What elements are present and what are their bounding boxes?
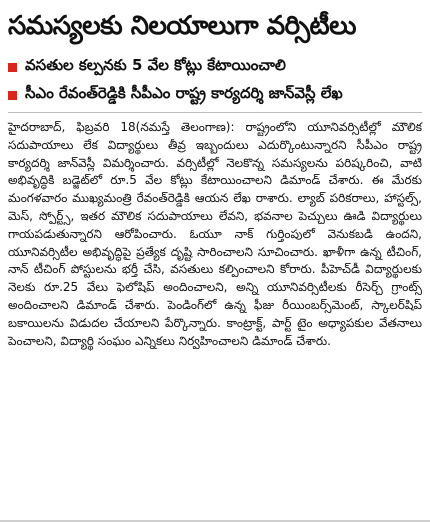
bullet-square-icon (8, 63, 17, 72)
divider (8, 112, 422, 113)
bullet-square-icon (8, 91, 17, 100)
article-body: హైదరాబాద్, ఫిబ్రవరి 18(నమస్తే తెలంగాణ): రాష్ట్రంలోని యూనివర్సిటీల్లో మౌలిక సదుపాయాలు లేక విద్యార్థులు తీవ్ర ఇబ్బందులు ఎదుర్కొంటున్నారని సీపీఎం రాష్ట్ర కార్యదర్శి జాన్‌వెస్లీ విమర్శించారు. వర్సిటీల్లో నెలకొన్న సమస్యలను పరిష్కరించి, వాటి అభివృద్ధికి బడ్జెట్‌లో రూ.5 వేల కోట్లు కేటాయించాలని డిమాండ్ చేశారు. ఈ మేరకు మంగళవారం ముఖ్యమంత్రి రేవంత్‌రెడ్డికి ఆయన లేఖ రాశారు. ల్యాబ్ పరికరాలు, హాస్టల్స్, మెస్, స్పోర్ట్స్, ఇతర మౌలిక సదుపాయాలు లేవని, భవనాల పెచ్చులు ఊడి విద్యార్థులు గాయపడుతున్నారని ఆరోపించారు. ఓయూ నాక్ గుర్తింపులో వెనుకబడి ఉందని, యూనివర్సిటీల అభివృద్ధిపై ప్రత్యేక దృష్టి సారించాలని సూచించారు. ఖాళీగా ఉన్న టీచింగ్, నాన్ టీచింగ్ పోస్టులను భర్తీ చేసి, వసతులు కల్పించాలని కోరారు. పీహెచ్‌డీ విద్యార్థులకు నెలకు రూ.25 వేలు ఫెలోషిప్ అందించాలని, అన్ని యూనివర్సిటీలకు రీసెర్చ్ గ్రాంట్స్ అందించాలని డిమాండ్ చేశారు. పెండింగ్‌లో ఉన్న ఫీజు రీయింబర్స్‌మెంట్, స్కాలర్‌షిప్ బకాయిలను విడుదల చేయాలని పేర్కొన్నారు. కాంట్రాక్ట్, పార్ట్ టైం అధ్యాపకుల వేతనాలు పెంచాలని, విద్యార్థి సంఘం ఎన్నికలు నిర్వహించాలని డిమాండ్ చేశారు. (8, 120, 422, 348)
subhead-1-text: వసతుల కల్పనకు 5 వేల కోట్లు కేటాయించాలి (25, 56, 286, 74)
subhead-2 (8, 82, 422, 108)
subhead-2-text: సీఎం రేవంత్‌రెడ్డికి సీపీఎం రాష్ట్ర కార్యదర్శి జాన్‌వెస్లీ లేఖ (25, 84, 343, 102)
headline: సమస్యలకు నిలయాలుగా వర్సిటీలు (8, 11, 357, 41)
subhead-1 (8, 54, 422, 80)
